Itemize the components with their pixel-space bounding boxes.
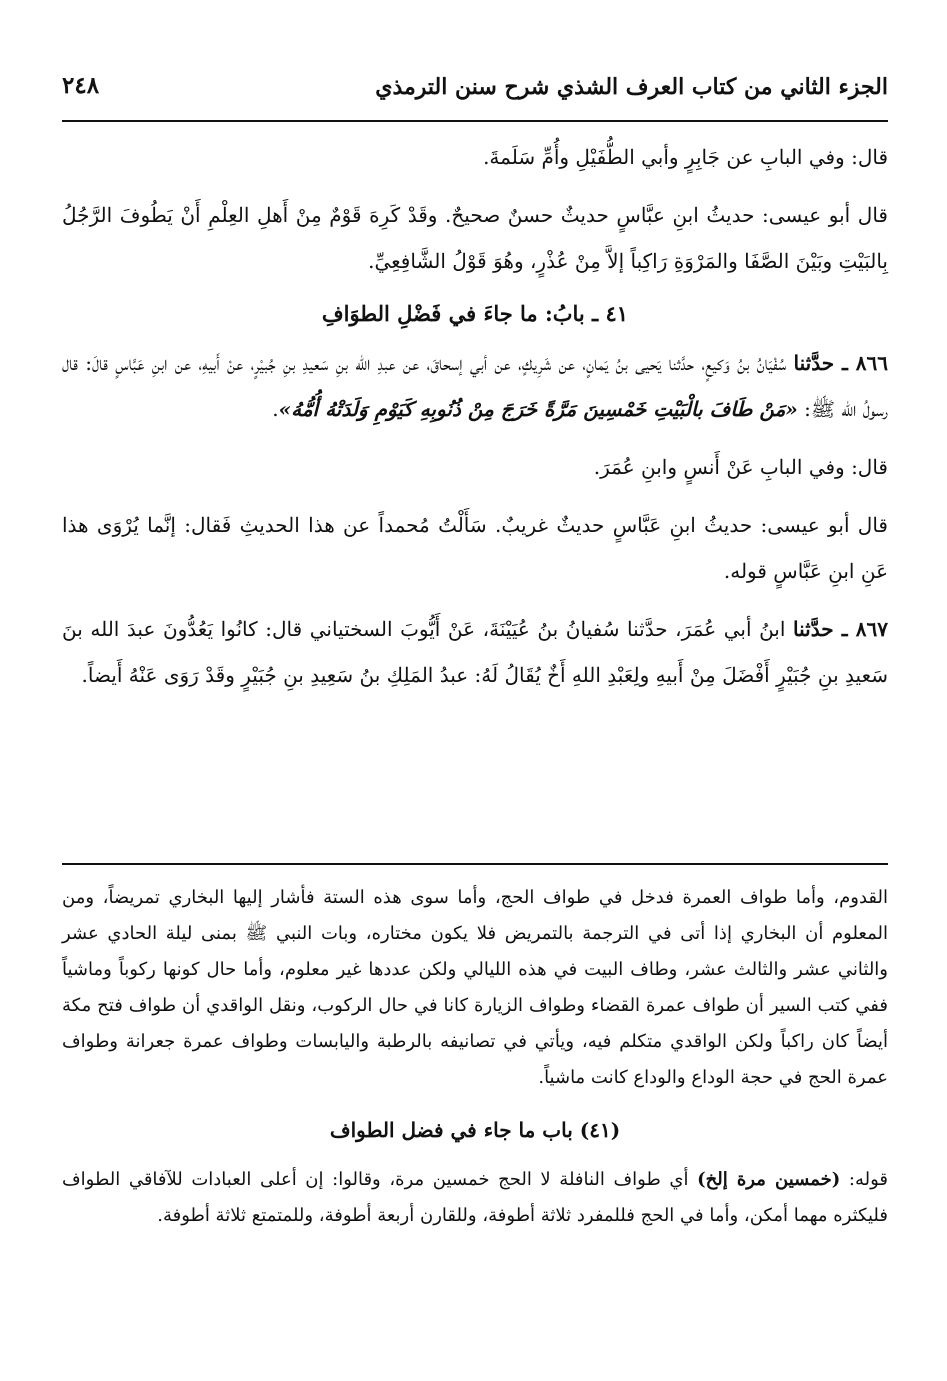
commentary-heading: (٤١) باب ما جاء في فضل الطواف <box>329 1118 621 1142</box>
running-header <box>62 70 888 110</box>
page-number: ٢٤٨ <box>62 72 100 99</box>
commentary-rest: أي طواف النافلة لا الحج خمسين مرة، وقالوا: إن أعلى العبادات للآفاقي الطواف فليكثره مهما أمكن، وأما في الحج فللمفرد ثلاثة أطوفة، وللقارن أربعة أطوفة، وللمتمتع ثلاثة أطوفة. <box>62 1169 888 1226</box>
paragraph-bab-anas: قال: وفي البابِ عَنْ أَنسٍ وابنِ عُمَرَ. <box>593 455 888 479</box>
header-divider <box>62 120 888 122</box>
main-text <box>62 134 888 698</box>
hadith-867-label: ٨٦٧ ـ حدَّثنا <box>793 617 888 641</box>
hadith-866-quote: «مَنْ طَافَ بالْبَيْتِ خَمْسِينَ مَرَّةً خَرَجَ مِنْ ذُنُوبِهِ كَيَوْمِ وَلَدَتْهُ أُمُّهُ» <box>278 397 798 421</box>
hadith-866-label: ٨٦٦ ـ حدَّثنا <box>793 351 889 375</box>
hadith-867 <box>62 606 888 698</box>
paragraph-abu-isa-1: قال أبو عيسى: حديثُ ابنِ عبَّاسٍ حديثٌ حسنٌ صحيحٌ. وقَدْ كَرِهَ قَوْمٌ مِنْ أَهلِ العِلْمِ أَنْ يَطُوفَ الرَّجُلُ بِالبَيْتِ وبَيْنَ الصَّفَا والمَرْوَةِ رَاكِباً إلاَّ مِنْ عُذْرٍ، وهُوَ قَوْلُ الشَّافِعِيِّ. <box>62 203 888 273</box>
commentary-section <box>62 880 888 1234</box>
hadith-866 <box>62 340 888 432</box>
commentary-divider <box>62 863 888 865</box>
chapter-heading: ٤١ ـ بابُ: ما جاءَ في فَضْلِ الطوَافِ <box>321 301 629 326</box>
hadith-867-text: ابنُ أبي عُمَرَ، حدَّثنا سُفيانُ بنُ عُيَيْنَةَ، عَنْ أَيُّوبَ السختياني قال: كانُوا يَعُدُّونَ عبدَ الله بنَ سَعيدِ بنِ جُبَيْرٍ أَفْضَلَ مِنْ أَبيهِ ولِعَبْدِ اللهِ أَخٌ يُقَالُ لَهُ: عبدُ المَلِكِ بنُ سَعِيدِ بنِ جُبَيْرٍ وقَدْ رَوَى عَنْهُ أَيضاً. <box>62 617 888 687</box>
commentary-prefix: قوله: <box>840 1169 888 1190</box>
header-title: الجزء الثاني من كتاب العرف الشذي شرح سنن الترمذي <box>375 74 888 100</box>
paragraph-abu-isa-2: قال أبو عيسى: حديثُ ابنِ عَبَّاسٍ حديثٌ غريبٌ. سَأَلْتُ مُحمداً عن هذا الحديثِ فَقال: إنَّما يُرْوَى هذا عَنِ ابنِ عَبَّاسٍ قوله. <box>62 513 888 583</box>
commentary-paragraph-2 <box>62 1162 888 1234</box>
hadith-866-end: . <box>272 397 279 421</box>
commentary-paragraph-1: القدوم، وأما طواف العمرة فدخل في طواف الحج، وأما سوى هذه الستة فأشار إليها البخاري تمريضاً، ومن المعلوم أن البخاري إذا أتى في الترجمة بالتمريض فلا يكون مختاره، وبات النبي ﷺ بمنى ليلة الحادي عشر والثاني عشر والثالث عشر، وطاف البيت في هذه الليالي ولكن عددها غير معلوم، وأما حال كونها ركوباً وماشياً ففي كتب السير أن طواف عمرة القضاء وطواف الزيارة كانا في حال الركوب، ونقل الواقدي أن طواف فتح مكة أيضاً كان راكباً ولكن الواقدي متكلم فيه، ويأتي في تصانيفه بالرطبة واليابسات وطواف عمرة جعرانة وطواف عمرة الحج في حجة الوداع والوداع كانت ماشياً. <box>62 887 888 1088</box>
paragraph-bab-jabir: قال: وفي البابِ عن جَابِرٍ وأبي الطُّفَيْلِ وأُمِّ سَلَمةَ. <box>483 145 888 169</box>
quoted-term: (خمسين مرة إلخ) <box>697 1169 841 1190</box>
hadith-866-chain: سُفْيَانُ بنُ وَكيعٍ، حدَّثنا يَحيى بنُ يَمانٍ، عن شَرِيكٍ، عن أبي إسحاقَ، عن عبدِ الله بنِ سَعيدِ بنِ جُبيْرٍ، عنْ أَبيهِ، عن ابنِ عَبَّاسٍ قالَ: قال رسولُ الله ﷺ: <box>62 351 888 421</box>
